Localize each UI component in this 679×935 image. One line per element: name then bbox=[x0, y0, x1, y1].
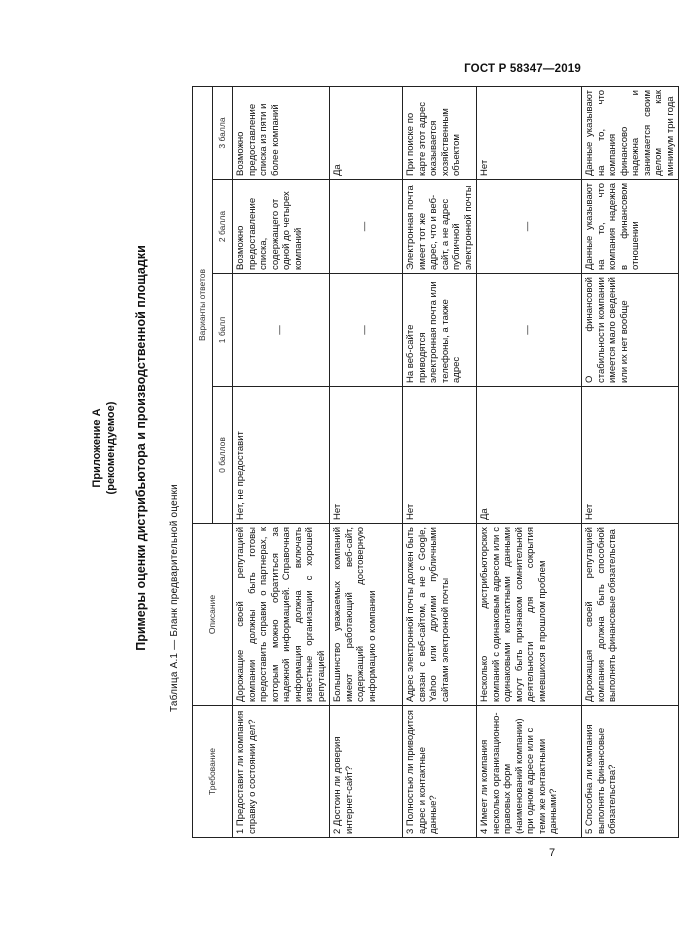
score3-cell: Данные указывают на то, что компания финансово надежна и занимается своим делом как минимум три года bbox=[582, 87, 679, 180]
header-row bbox=[193, 87, 213, 838]
page-number: 7 bbox=[549, 847, 556, 859]
section-heading: Примеры оценки дистрибьютора и производственной площадки bbox=[134, 245, 148, 651]
header-description: Описание bbox=[193, 524, 233, 706]
rotated-content bbox=[42, 48, 676, 848]
score2-cell: — bbox=[330, 180, 403, 274]
score0-cell: Нет bbox=[403, 387, 477, 524]
score3-cell: Нет bbox=[477, 87, 582, 180]
header-score-2: 2 балла bbox=[213, 180, 233, 274]
score0-cell: Да bbox=[477, 387, 582, 524]
score1-cell: — bbox=[477, 274, 582, 387]
evaluation-table bbox=[192, 86, 679, 838]
requirement-cell: 2 Достоин ли доверия интернет-сайт? bbox=[330, 706, 403, 838]
appendix-title: Приложение А bbox=[91, 408, 103, 488]
score1-cell: На веб-сайте приводятся электронная почта или телефоны, а также адрес bbox=[403, 274, 477, 387]
requirement-cell: 1 Предоставит ли компания справку о состоянии дел? bbox=[233, 706, 330, 838]
score0-cell: Нет bbox=[582, 387, 679, 524]
description-cell: Большинство уважаемых компаний имеют работающий веб-сайт, содержащий достоверную информацию о компании bbox=[330, 524, 403, 706]
table-row bbox=[330, 87, 403, 838]
score3-cell: Возможно предоставление списка из пяти и более компаний bbox=[233, 87, 330, 180]
appendix-subtitle: (рекомендуемое) bbox=[105, 401, 117, 495]
description-cell: Дорожащие своей репутацией компании должны быть готовы предоставить справки о партнерах, к которым можно обратиться за надежной информацией. Справочная информация должна включать известные организации с хорошей репутацией bbox=[233, 524, 330, 706]
header-score-1: 1 балл bbox=[213, 274, 233, 387]
score1-cell: — bbox=[330, 274, 403, 387]
header-variants: Варианты ответов bbox=[193, 87, 213, 524]
score0-cell: Нет, не предоставит bbox=[233, 387, 330, 524]
document-code: ГОСТ Р 58347—2019 bbox=[464, 63, 581, 75]
score2-cell: Электронная почта имеет тот же адрес, что и веб-сайт, а не адрес публичной электронной почты bbox=[403, 180, 477, 274]
requirement-cell: 3 Полностью ли приводится адрес и контактные данные? bbox=[403, 706, 477, 838]
description-cell: Несколько дистрибьюторских компаний с одинаковым адресом или с одинаковыми контактными данными могут быть признаком сомнительной деятельности для сокрытия имевшихся в прошлом проблем bbox=[477, 524, 582, 706]
requirement-cell: 5 Способна ли компания выполнять финансовые обязательства? bbox=[582, 706, 679, 838]
table-row bbox=[582, 87, 679, 838]
table-caption: Таблица А.1 — Бланк предварительной оценки bbox=[169, 484, 180, 712]
score2-cell: — bbox=[477, 180, 582, 274]
score3-cell: Да bbox=[330, 87, 403, 180]
description-cell: Дорожащая своей репутацией компания должна быть способной выполнять финансовые обязательства bbox=[582, 524, 679, 706]
score3-cell: При поиске по карте этот адрес оказывается хозяйственным объектом bbox=[403, 87, 477, 180]
header-requirement: Требование bbox=[193, 706, 233, 838]
requirement-cell: 4 Имеет ли компания несколько организационно-правовых форм (наименований компании) при одном адресе или с теми же контактными данными? bbox=[477, 706, 582, 838]
score1-cell: — bbox=[233, 274, 330, 387]
score2-cell: Возможно предоставление списка, содержащего от одной до четырех компаний bbox=[233, 180, 330, 274]
header-score-3: 3 балла bbox=[213, 87, 233, 180]
table-row bbox=[403, 87, 477, 838]
score1-cell: О финансовой стабильности компании имеется мало сведений или их нет вообще bbox=[582, 274, 679, 387]
score0-cell: Нет bbox=[330, 387, 403, 524]
table-row bbox=[477, 87, 582, 838]
header-score-0: 0 баллов bbox=[213, 387, 233, 524]
table-row bbox=[233, 87, 330, 838]
description-cell: Адрес электронной почты должен быть связан с веб-сайтом, а не с Google, Yahoo или другими публичными сайтами электронной почты bbox=[403, 524, 477, 706]
score2-cell: Данные указывают на то, что компания надежна в финансовом отношении bbox=[582, 180, 679, 274]
